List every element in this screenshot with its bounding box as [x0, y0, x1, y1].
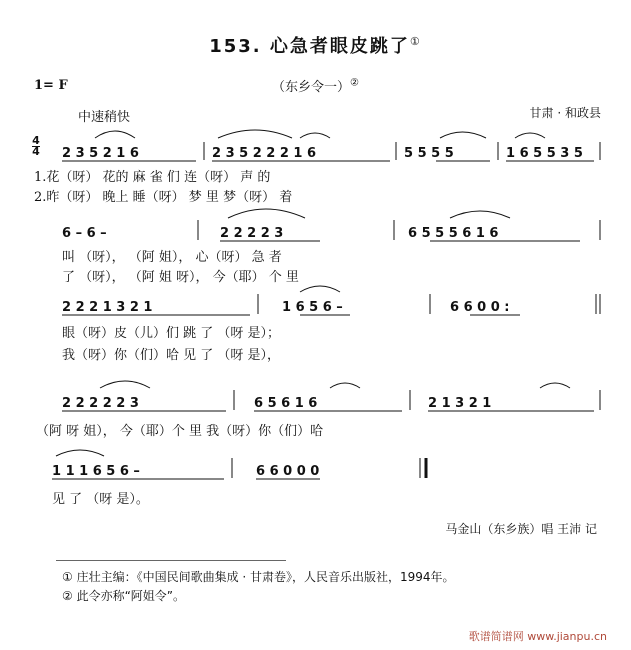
slur [218, 130, 292, 138]
row2-measure1: 6 – 6 – [62, 226, 107, 241]
row5-measure1: 1 1 1 6 5 6 – [52, 464, 140, 479]
subtitle-text: （东乡令一） [272, 80, 351, 95]
title-footnote-mark: ① [409, 35, 422, 48]
row3-lyric1: 眼（呀）皮（儿）们 跳 了 （呀 是）； [62, 326, 281, 341]
row1-lyric2: 2.昨（呀） 晚上 睡（呀） 梦 里 梦（呀） 着 [34, 190, 293, 205]
row4-measure1: 2 2 2 2 2 3 [62, 396, 139, 411]
slur [100, 381, 150, 388]
slur [56, 450, 104, 456]
slur [450, 211, 510, 218]
row1-lyric1: 1.花（呀） 花的 麻 雀 们 连（呀） 声 的 [34, 170, 271, 185]
slur [95, 131, 135, 138]
row3-lyric2: 我（呀）你（们）哈 见 了 （呀 是）， [62, 348, 281, 363]
row4-measure3: 2 1 3 2 1 [428, 396, 492, 411]
region-label: 甘肃 · 和政县 [529, 106, 601, 120]
subtitle-footnote-mark: ② [350, 77, 359, 89]
row1-measure4: 1 6 5 5 3 5 [506, 146, 583, 161]
slur [540, 383, 570, 388]
row5-measure2: 6 6 0 0 0 [256, 464, 320, 479]
row1-measure3: 5 5 5 5 [404, 146, 454, 161]
row5-lyric1: 见 了 （呀 是）。 [52, 492, 149, 507]
row1-measure2: 2 3 5 2 2 2 1 6 [212, 146, 317, 161]
slur [330, 383, 360, 388]
slur [300, 133, 330, 138]
row2-measure3: 6 5 5 5 6 1 6 [408, 226, 499, 241]
tempo-marking: 中速稍快 [78, 110, 131, 125]
row1-measure1: 2 3 5 2 1 6 [62, 146, 139, 161]
row4-measure2: 6 5 6 1 6 [254, 396, 318, 411]
footnote-1: ① 庄壮主编：《中国民间歌曲集成 · 甘肃卷》，人民音乐出版社，1994年。 [62, 570, 455, 584]
song-title-text: 153. 心急者眼皮跳了 [209, 36, 410, 57]
time-sig-top: 4 [32, 134, 40, 147]
slur [300, 286, 340, 292]
slur [440, 132, 486, 138]
key-signature: 1= F [34, 78, 68, 93]
time-sig-bottom: 4 [32, 145, 40, 158]
row2-lyric1: 叫 （呀）， （阿 姐）， 心（呀） 急 者 [62, 250, 282, 265]
row2-measure2: 2 2 2 2 3 [220, 226, 284, 241]
credit-line: 马金山（东乡族）唱 王沛 记 [445, 522, 597, 536]
slur [228, 209, 305, 218]
row3-measure1: 2 2 2 1 3 2 1 [62, 300, 153, 315]
footnote-divider [56, 560, 286, 561]
footnote-2: ② 此令亦称“阿姐令”。 [62, 589, 186, 603]
row3-measure3: 6 6 0 0 : [450, 300, 510, 315]
row3-measure2: 1 6 5 6 – [282, 300, 343, 315]
slur [515, 133, 545, 138]
watermark: 歌谱简谱网 www.jianpu.cn [468, 630, 607, 643]
row4-lyric1: （阿 呀 姐）， 今（耶）个 里 我（呀）你（们）哈 [36, 424, 324, 439]
row2-lyric2: 了 （呀）， （阿 姐 呀）， 今（耶） 个 里 [62, 270, 299, 285]
